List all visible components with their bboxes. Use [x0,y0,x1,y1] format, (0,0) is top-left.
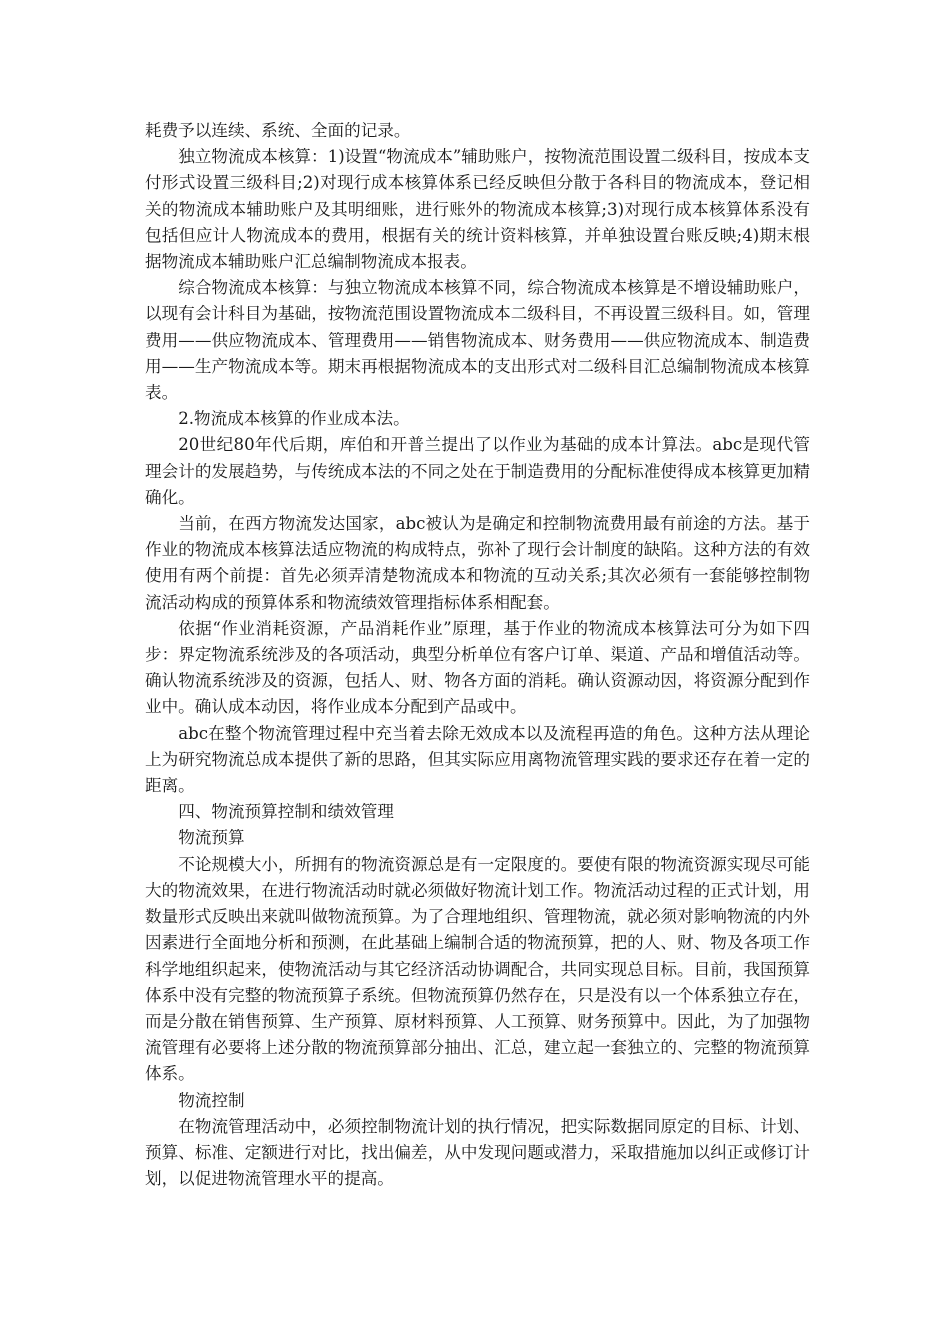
paragraph-abc-west: 当前，在西方物流发达国家，abc被认为是确定和控制物流费用最有前途的方法。基于作业的物流成本核算法适应物流的构成特点，弥补了现行会计制度的缺陷。这种方法的有效使用有两个前提：首先必须弄清楚物流成本和物流的互动关系;其次必须有一套能够控制物流活动构成的预算体系和物流绩效管理指标体系相配套。 [145,514,810,612]
paragraph-abc-role: abc在整个物流管理过程中充当着去除无效成本以及流程再造的角色。这种方法从理论上为研究物流总成本提供了新的思路，但其实际应用离物流管理实践的要求还存在着一定的距离。 [145,723,810,796]
paragraph-logistics-control: 在物流管理活动中，必须控制物流计划的执行情况，把实际数据同原定的目标、计划、预算、标准、定额进行对比，找出偏差，从中发现问题或潜力，采取措施加以纠正或修订计划，以促进物流管理水平的提高。 [145,1116,810,1189]
paragraph-independent-accounting: 独立物流成本核算：1)设置“物流成本”辅助账户，按物流范围设置二级科目，按成本支付形式设置三级科目;2)对现行成本核算体系已经反映但分散于各科目的物流成本，登记相关的物流成本辅助账户及其明细账，进行账外的物流成本核算;3)对现行成本核算体系没有包括但应计人物流成本的费用，根据有关的统计资料核算，并单独设置台账反映;4)期末根据物流成本辅助账户汇总编制物流成本报表。 [145,147,810,272]
section-heading-budget-control: 四、物流预算控制和绩效管理 [178,802,394,822]
paragraph-continuation: 耗费予以连续、系统、全面的记录。 [145,121,411,140]
subheading-logistics-control: 物流控制 [178,1090,245,1110]
document-body [145,118,810,1192]
paragraph-logistics-budget: 不论规模大小，所拥有的物流资源总是有一定限度的。要使有限的物流资源实现尽可能大的物流效果，在进行物流活动时就必须做好物流计划工作。物流活动过程的正式计划，用数量形式反映出来就叫做物流预算。为了合理地组织、管理物流，就必须对影响物流的内外因素进行全面地分析和预测，在此基础上编制合适的物流预算，把的人、财、物及各项工作科学地组织起来，使物流活动与其它经济活动协调配合，共同实现总目标。目前，我国预算体系中没有完整的物流预算子系统。但物流预算仍然存在，只是没有以一个体系独立存在，而是分散在销售预算、生产预算、原材料预算、人工预算、财务预算中。因此，为了加强物流管理有必要将上述分散的物流预算部分抽出、汇总，建立起一套独立的、完整的物流预算体系。 [145,854,810,1084]
paragraph-abc-origin: 20世纪80年代后期，库伯和开普兰提出了以作业为基础的成本计算法。abc是现代管理会计的发展趋势，与传统成本法的不同之处在于制造费用的分配标准使得成本核算更加精确化。 [145,435,810,507]
section-heading-abc: 2.物流成本核算的作业成本法。 [178,409,410,429]
paragraph-abc-steps: 依据“作业消耗资源，产品消耗作业”原理，基于作业的物流成本核算法可分为如下四步：界定物流系统涉及的各项活动，典型分析单位有客户订单、渠道、产品和增值活动等。确认物流系统涉及的资源，包括人、财、物各方面的消耗。确认资源动因，将资源分配到作业中。确认成本动因，将作业成本分配到产品或中。 [145,618,810,717]
paragraph-comprehensive-accounting: 综合物流成本核算：与独立物流成本核算不同，综合物流成本核算是不增设辅助账户，以现有会计科目为基础，按物流范围设置物流成本二级科目，不再设置三级科目。如，管理费用——供应物流成本、管理费用——销售物流成本、财务费用——供应物流成本、制造费用——生产物流成本等。期末再根据物流成本的支出形式对二级科目汇总编制物流成本核算表。 [145,278,810,403]
subheading-logistics-budget: 物流预算 [178,828,245,848]
